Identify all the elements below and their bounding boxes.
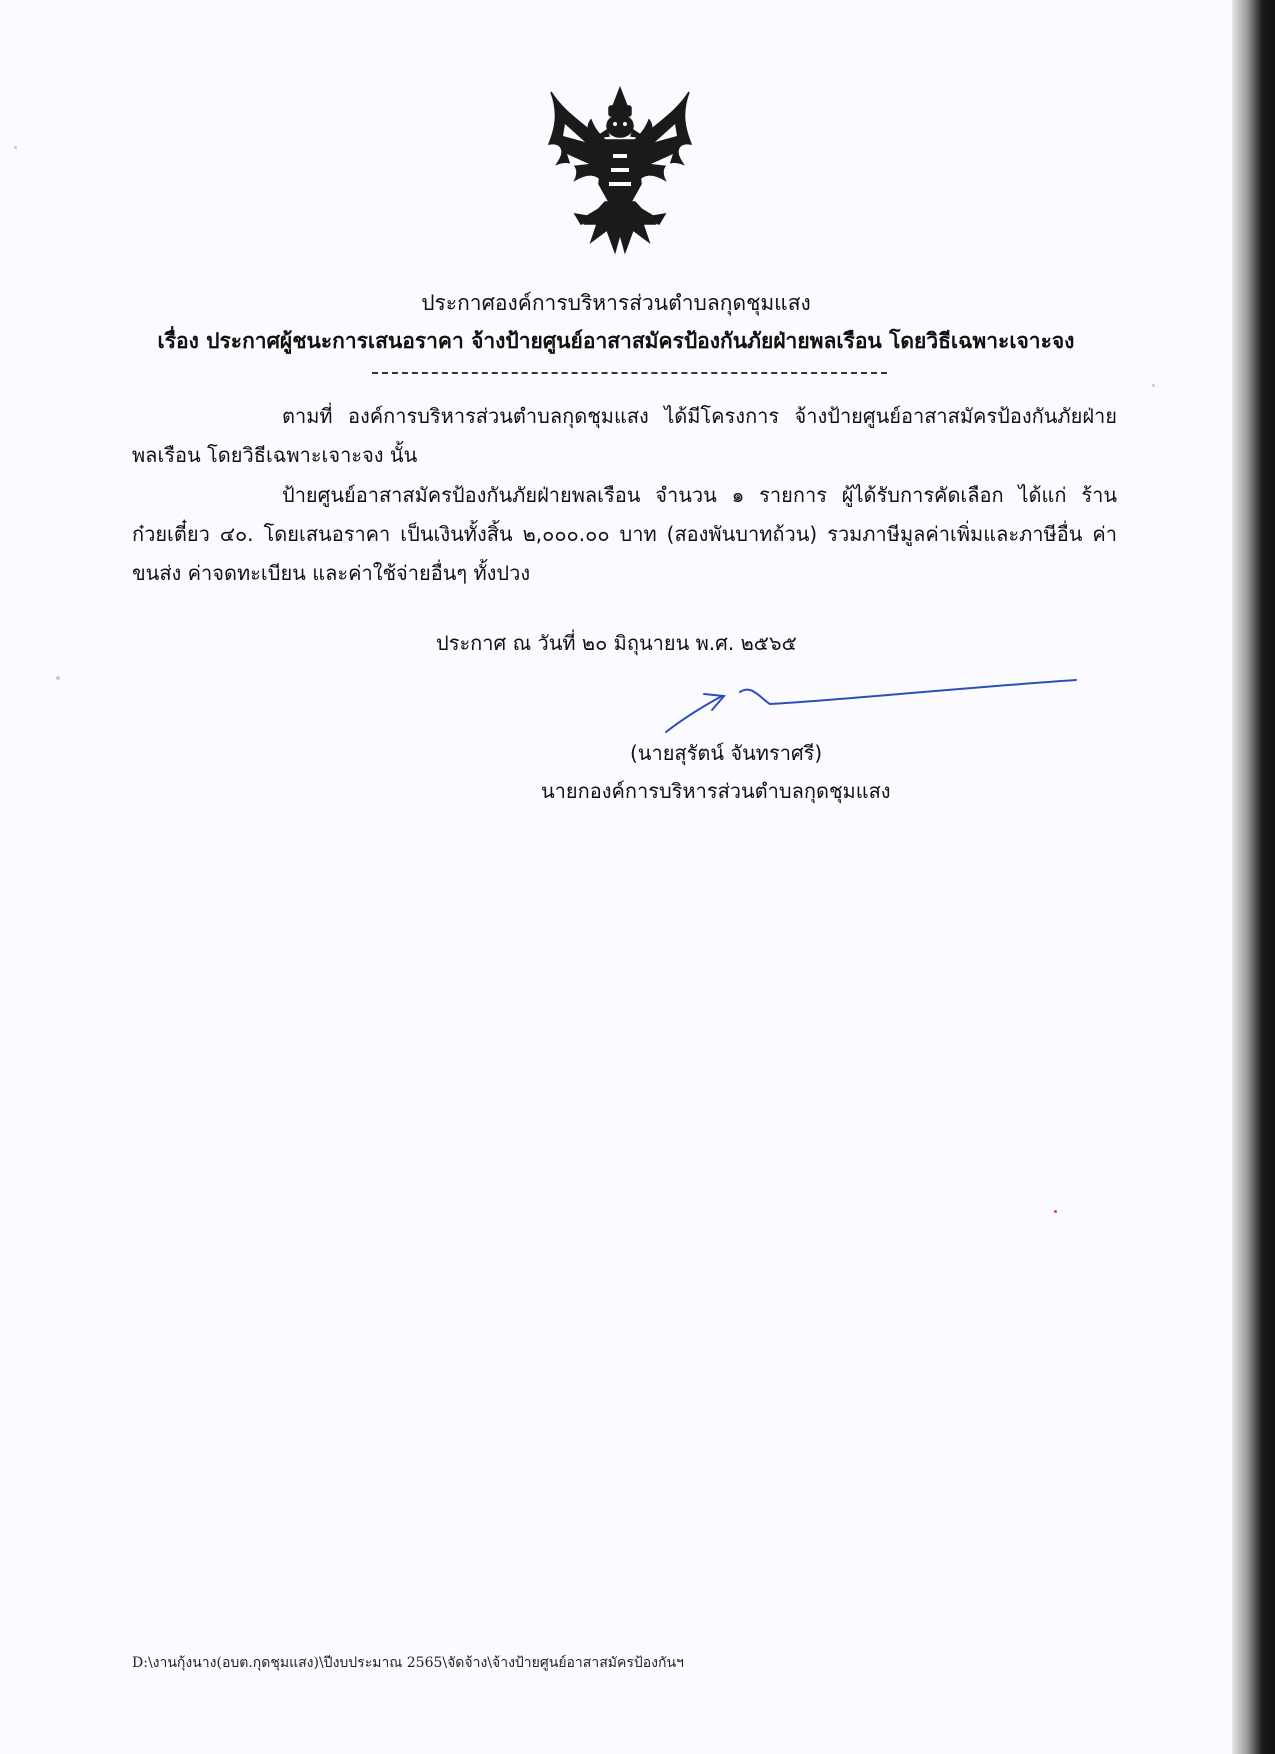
announcement-title: ประกาศองค์การบริหารส่วนตำบลกุดชุมแสง bbox=[421, 291, 811, 315]
handwritten-signature bbox=[660, 670, 1080, 740]
scan-speck bbox=[14, 146, 17, 149]
signatory-name: (นายสุรัตน์ จันทราศรี) bbox=[630, 741, 823, 765]
scan-speck bbox=[1054, 1210, 1057, 1213]
body-paragraph-1: ตามที่ องค์การบริหารส่วนตำบลกุดชุมแสง ได้มีโครงการ จ้างป้ายศูนย์อาสาสมัครป้องกันภัยฝ่ายพลเรือน โดยวิธีเฉพาะเจาะจง นั้น bbox=[132, 404, 1117, 467]
signatory-position: นายกองค์การบริหารส่วนตำบลกุดชุมแสง bbox=[541, 779, 891, 803]
scan-edge-shadow bbox=[1232, 0, 1275, 1754]
scan-speck bbox=[1152, 384, 1155, 387]
file-path-footer: D:\งานกุ้งนาง(อบต.กุดชุมแสง)\ปีงบประมาณ 2565\จัดจ้าง\จ้างป้ายศูนย์อาสาสมัครป้องกันฯ bbox=[132, 1655, 684, 1671]
garuda-emblem-icon bbox=[545, 84, 695, 264]
scan-speck bbox=[56, 676, 60, 680]
header-divider bbox=[372, 372, 887, 374]
announcement-date: ประกาศ ณ วันที่ ๒๐ มิถุนายน พ.ศ. ๒๕๖๕ bbox=[436, 631, 797, 655]
announcement-subject: เรื่อง ประกาศผู้ชนะการเสนอราคา จ้างป้ายศูนย์อาสาสมัครป้องกันภัยฝ่ายพลเรือน โดยวิธีเฉพาะเจาะจง bbox=[157, 329, 1075, 353]
body-paragraph-2: ป้ายศูนย์อาสาสมัครป้องกันภัยฝ่ายพลเรือน จำนวน ๑ รายการ ผู้ได้รับการคัดเลือก ได้แก่ ร้านก๋วยเตี๋ยว ๔๐. โดยเสนอราคา เป็นเงินทั้งสิ้น ๒,๐๐๐.๐๐ บาท (สองพันบาทถ้วน) รวมภาษีมูลค่าเพิ่มและภาษีอื่น ค่าขนส่ง ค่าจดทะเบียน และค่าใช้จ่ายอื่นๆ ทั้งปวง bbox=[132, 483, 1117, 585]
